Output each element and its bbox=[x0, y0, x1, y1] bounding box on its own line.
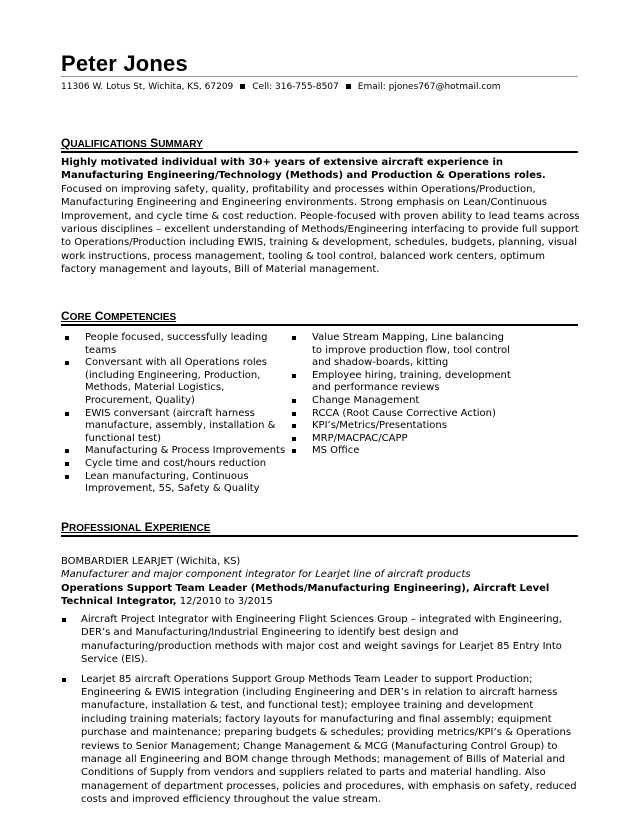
list-item: People focused, successfully leading teams bbox=[61, 332, 286, 357]
contact-line bbox=[61, 82, 501, 92]
list-item: Manufacturing & Process Improvements bbox=[61, 445, 286, 458]
competencies-left-column bbox=[61, 332, 286, 496]
candidate-name: Peter Jones bbox=[61, 51, 188, 76]
list-item: EWIS conversant (aircraft harness manufacture, assembly, installation & functional test) bbox=[61, 408, 286, 446]
experience-header bbox=[61, 555, 581, 609]
list-item: Cycle time and cost/hours reduction bbox=[61, 458, 286, 471]
qualifications-divider bbox=[61, 151, 578, 153]
list-item: Conversant with all Operations roles (including Engineering, Production, Methods, Material Logistics, Procurement, Quality) bbox=[61, 357, 286, 407]
competencies-right-column bbox=[288, 332, 513, 458]
list-item: MS Office bbox=[288, 445, 513, 458]
qualifications-summary bbox=[61, 156, 581, 277]
qualifications-lead: Highly motivated individual with 30+ years of extensive aircraft experience in Manufacturing Engineering/Technology (Methods) and Production & Operations roles. bbox=[61, 157, 546, 182]
list-item: Change Management bbox=[288, 395, 513, 408]
experience-heading: PROFESSIONAL EXPERIENCE bbox=[61, 520, 211, 534]
experience-divider bbox=[61, 535, 578, 537]
list-item: MRP/MACPAC/CAPP bbox=[288, 433, 513, 446]
header-divider bbox=[61, 76, 578, 77]
company-name: BOMBARDIER LEARJET (Wichita, KS) bbox=[61, 556, 241, 567]
list-item: RCCA (Root Cause Corrective Action) bbox=[288, 408, 513, 421]
company-description: Manufacturer and major component integrator for Learjet line of aircraft products bbox=[61, 569, 471, 581]
qualifications-body: Focused on improving safety, quality, profitability and processes within Operations/Production, Manufacturing Engineering and Engineering environments. Strong emphasis on Lean/Continuous Improvement, and cycle time & cost reduction. People-focused with proven ability to lead teams across various disciplines – excellent understanding of Methods/Engineering interfacing to provide full support to Operations/Production including EWIS, training & development, schedules, budgets, planning, visual work instructions, process management, tooling & tool control, balanced work centers, optimum factory management and layouts, Bill of Material management. bbox=[61, 183, 580, 276]
cell-text: Cell: 316-755-8507 bbox=[252, 82, 339, 92]
experience-bullets bbox=[61, 613, 581, 813]
bullet-separator-icon bbox=[346, 84, 351, 89]
list-item: Aircraft Project Integrator with Engineering Flight Sciences Group – integrated with Engineering, DER’s and Manufacturing/Industrial Engineering to identify best design and manufacturing/production methods with major cost and weight savings for Learjet 85 Entry Into Service (EIS). bbox=[61, 613, 581, 667]
job-title: Operations Support Team Leader (Methods/Manufacturing Engineering), Aircraft Level Technical Integrator, 12/2010 to 3/2015 bbox=[61, 582, 550, 608]
email-text: Email: pjones767@hotmail.com bbox=[357, 82, 501, 92]
list-item: Value Stream Mapping, Line balancing to improve production flow, tool control and shadow-boards, kitting bbox=[288, 332, 513, 370]
bullet-separator-icon bbox=[240, 84, 245, 89]
list-item: Lean manufacturing, Continuous Improvement, 5S, Safety & Quality bbox=[61, 471, 286, 496]
list-item: Learjet 85 aircraft Operations Support Group Methods Team Leader to support Production; Engineering & EWIS integration (including Engineering and DER’s in relation to aircraft harness manufacture, installation & test, and functional test); employee training and development including training materials; factory layouts for manufacturing and final assembly; equipment purchase and maintenance; preparing budgets & schedules; providing metrics/KPI’s & Operations reviews to Senior Management; Change Management & MCG (Manufacturing Control Group) to manage all Engineering and BOM change through Methods; management of Bills of Material and Conditions of Supply from vendors and suppliers related to parts and material handling. Also management of department processes, policies and procedures, with emphasis on safety, reduced costs and improved efficiency throughout the value stream. bbox=[61, 673, 581, 807]
qualifications-heading: QUALIFICATIONS SUMMARY bbox=[61, 136, 203, 150]
competencies-heading: CORE COMPETENCIES bbox=[61, 309, 177, 323]
competencies-divider bbox=[61, 324, 578, 326]
address-text: 11306 W. Lotus St, Wichita, KS, 67209 bbox=[61, 82, 234, 92]
list-item: Employee hiring, training, development and performance reviews bbox=[288, 370, 513, 395]
list-item: KPI’s/Metrics/Presentations bbox=[288, 420, 513, 433]
